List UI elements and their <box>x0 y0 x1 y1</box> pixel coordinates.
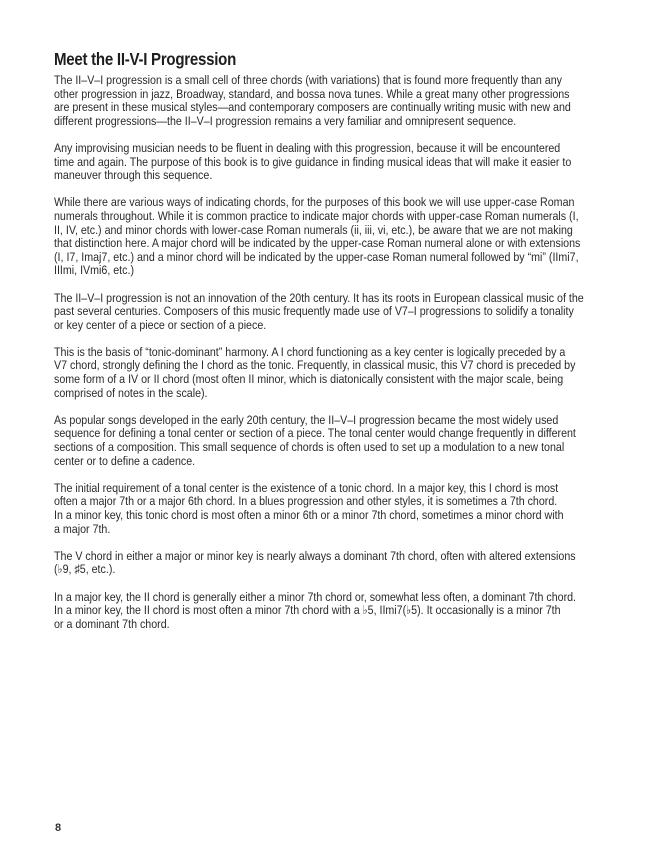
text-line: past several centuries. Composers of this music frequently made use of V7–I progressions to solidify a tonality <box>54 304 574 319</box>
section-heading: Meet the II-V-I Progression <box>54 49 237 69</box>
text-line: (♭9, ♯5, etc.). <box>54 562 116 577</box>
paragraph-v-chord <box>54 550 597 577</box>
paragraph-tonic-chord <box>54 482 597 536</box>
text-line: that distinction here. A major chord will be indicated by the upper-case Roman numeral alone or with extensions <box>54 236 581 251</box>
text-line: II, IV, etc.) and minor chords with lower-case Roman numerals (ii, iii, vi, etc.), be aware that we are not making <box>54 222 573 237</box>
paragraph-tonic-dominant <box>54 346 597 400</box>
paragraph-fluency <box>54 142 597 183</box>
paragraph-history <box>54 292 597 333</box>
text-line: In a minor key, the II chord is most often a minor 7th chord with a ♭5, IImi7(♭5). It occasionally is a minor 7th <box>54 603 561 618</box>
text-line: sequence for defining a tonal center or section of a piece. The tonal center would change frequently in different <box>54 426 576 441</box>
paragraph-popular-songs <box>54 414 597 468</box>
text-line: In a major key, the II chord is generally either a minor 7th chord or, somewhat less often, a dominant 7th chord. <box>54 589 577 604</box>
text-line: As popular songs developed in the early 20th century, the II–V–I progression became the most widely used <box>54 412 559 427</box>
paragraph-notation <box>54 196 597 278</box>
text-line: This is the basis of “tonic-dominant” harmony. A I chord functioning as a key center is logically preceded by a <box>54 344 566 359</box>
paragraph-ii-chord <box>54 591 597 632</box>
text-line: other progression in jazz, Broadway, standard, and bossa nova tunes. While a great many other progressions <box>54 86 570 101</box>
text-line: The II–V–I progression is a small cell of three chords (with variations) that is found more frequently than any <box>54 73 562 87</box>
text-line: The V chord in either a major or minor key is nearly always a dominant 7th chord, often with altered extensions <box>54 548 576 563</box>
text-line: The II–V–I progression is not an innovation of the 20th century. It has its roots in European classical music of the <box>54 290 584 305</box>
text-line: center or to define a cadence. <box>54 453 196 468</box>
text-line: sections of a composition. This small sequence of chords is often used to set up a modulation to a new tonal <box>54 440 565 455</box>
text-line: While there are various ways of indicating chords, for the purposes of this book we will use upper-case Roman <box>54 195 575 210</box>
text-line: time and again. The purpose of this book is to give guidance in finding musical ideas that will make it easier to <box>54 154 572 169</box>
text-line: The initial requirement of a tonal center is the existence of a tonic chord. In a major key, this I chord is most <box>54 480 559 495</box>
text-line: or a dominant 7th chord. <box>54 616 170 631</box>
paragraph-intro <box>54 74 597 128</box>
text-line: V7 chord, strongly defining the I chord as the tonic. Frequently, in classical music, this V7 chord is preceded by <box>54 358 576 373</box>
text-line: are present in these musical styles—and contemporary composers are continually writing music with new and <box>54 100 571 115</box>
text-line: (I, I7, Imaj7, etc.) and a minor chord will be indicated by the upper-case Roman numeral followed by “mi” (IImi7, <box>54 249 579 264</box>
text-line: comprised of notes in the scale). <box>54 385 208 400</box>
text-line: maneuver through this sequence. <box>54 168 213 183</box>
text-line: numerals throughout. While it is common practice to indicate major chords with upper-case Roman numerals (I, <box>54 208 579 223</box>
text-line: often a major 7th or a major 6th chord. In a blues progression and other styles, it is sometimes a 7th chord. <box>54 494 558 509</box>
text-line: IIImi, IVmi6, etc.) <box>54 263 134 278</box>
text-line: In a minor key, this tonic chord is most often a minor 6th or a minor 7th chord, sometimes a minor chord with <box>54 508 564 522</box>
text-line: or key center of a piece or section of a piece. <box>54 317 267 332</box>
text-line: Any improvising musician needs to be fluent in dealing with this progression, because it will be encountered <box>54 140 561 155</box>
page-number: 8 <box>55 822 62 834</box>
text-line: a major 7th. <box>54 521 111 536</box>
text-line: different progressions—the II–V–I progression remains a very familiar and omnipresent sequence. <box>54 113 517 128</box>
text-line: some form of a IV or II chord (most often II minor, which is diatonically consistent with the major scale, being <box>54 372 564 387</box>
body-text <box>54 74 597 645</box>
